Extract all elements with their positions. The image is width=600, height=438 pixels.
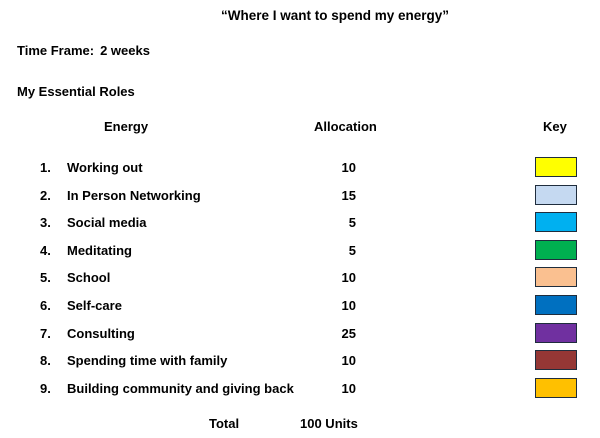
total-value: 100 Units: [300, 416, 358, 431]
role-color-swatch: [535, 157, 577, 177]
energy-column-header: Energy: [104, 119, 149, 134]
role-label: Social media: [67, 215, 147, 231]
role-number: 6.: [40, 297, 51, 313]
time-frame-value: 2 weeks: [100, 43, 150, 58]
role-color-swatch: [535, 295, 577, 315]
role-number: 9.: [40, 380, 51, 396]
role-number: 2.: [40, 187, 51, 203]
role-allocation: 10: [341, 297, 356, 313]
role-row: [0, 156, 600, 184]
role-number: 3.: [40, 215, 51, 231]
role-row: [0, 377, 600, 405]
role-allocation: 10: [341, 380, 356, 396]
role-number: 8.: [40, 353, 51, 369]
role-row: [0, 266, 600, 294]
time-frame-label: Time Frame:: [17, 43, 95, 58]
role-allocation: 10: [341, 160, 356, 175]
role-row: [0, 184, 600, 212]
role-row: [0, 294, 600, 322]
total-label: Total: [209, 416, 240, 431]
role-color-swatch: [535, 323, 577, 343]
role-number: 7.: [40, 325, 51, 341]
role-label: Building community and giving back: [67, 380, 294, 396]
roles-list: [0, 156, 600, 404]
role-color-swatch: [535, 240, 577, 260]
role-allocation: 10: [341, 270, 356, 286]
role-color-swatch: [535, 350, 577, 370]
role-color-swatch: [535, 212, 577, 232]
role-row: [0, 239, 600, 267]
role-label: Self-care: [67, 297, 122, 313]
role-color-swatch: [535, 267, 577, 287]
role-label: Working out: [67, 160, 143, 175]
role-number: 4.: [40, 242, 51, 258]
role-label: In Person Networking: [67, 187, 201, 203]
role-label: School: [67, 270, 111, 286]
role-color-swatch: [535, 378, 577, 398]
role-label: Spending time with family: [67, 353, 228, 369]
role-label: Meditating: [67, 242, 132, 258]
key-column-header: Key: [543, 119, 567, 134]
role-color-swatch: [535, 185, 577, 205]
role-label: Consulting: [67, 325, 135, 341]
time-frame: [17, 43, 150, 58]
role-allocation: 25: [341, 325, 356, 341]
role-allocation: 5: [348, 242, 356, 258]
role-row: [0, 349, 600, 377]
role-number: 1.: [40, 160, 51, 175]
allocation-column-header: Allocation: [314, 119, 377, 134]
role-number: 5.: [40, 270, 51, 286]
role-allocation: 15: [341, 187, 356, 203]
page-title: “Where I want to spend my energy”: [220, 8, 450, 23]
role-row: [0, 322, 600, 350]
role-row: [0, 211, 600, 239]
role-allocation: 10: [341, 353, 356, 369]
roles-heading: My Essential Roles: [17, 84, 135, 99]
role-allocation: 5: [348, 215, 356, 231]
